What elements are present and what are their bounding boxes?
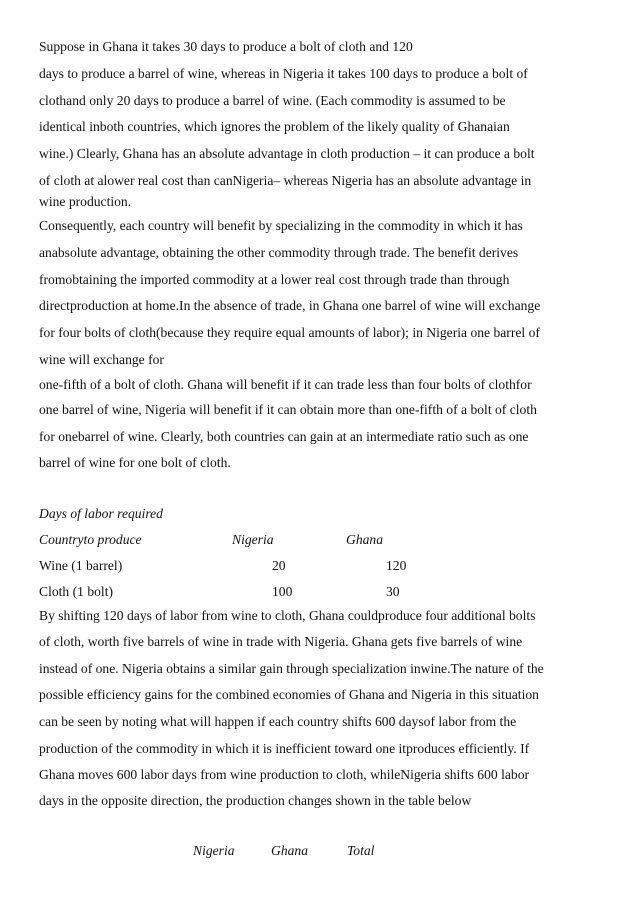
paragraph-line: one barrel of wine, Nigeria will benefit if it can obtain more than one-fifth of a bolt of cloth (39, 402, 537, 417)
table-cell: 100 (272, 584, 293, 599)
table-cell: 120 (386, 558, 407, 573)
table-header-cell: Nigeria (193, 843, 235, 858)
paragraph-line: Consequently, each country will benefit by specializing in the commodity in which it has (39, 218, 523, 233)
paragraph-line: of cloth at alower real cost than canNigeria– whereas Nigeria has an absolute advantage in (39, 173, 532, 188)
table-cell: 20 (272, 558, 286, 573)
paragraph-line: directproduction at home.In the absence of trade, in Ghana one barrel of wine will exchange (39, 298, 541, 313)
paragraph-line: By shifting 120 days of labor from wine to cloth, Ghana couldproduce four additional bolts (39, 608, 536, 623)
table-header-cell: Nigeria (232, 532, 274, 547)
paragraph-line: identical inboth countries, which ignores the problem of the likely quality of Ghanaian (39, 119, 510, 134)
paragraph-line: of cloth, worth five barrels of wine in trade with Nigeria. Ghana gets five barrels of wine (39, 634, 523, 649)
paragraph-line: for onebarrel of wine. Clearly, both countries can gain at an intermediate ratio such as one (39, 429, 529, 444)
table-header-cell: Ghana (346, 532, 384, 547)
paragraph-line: wine.) Clearly, Ghana has an absolute advantage in cloth production – it can produce a bolt (39, 146, 535, 161)
paragraph-line: Ghana moves 600 labor days from wine production to cloth, whileNigeria shifts 600 labor (39, 767, 530, 782)
paragraph-line: barrel of wine for one bolt of cloth. (39, 455, 231, 470)
paragraph-line: fromobtaining the imported commodity at a lower real cost through trade than through (39, 272, 510, 287)
table-header-cell: Ghana (271, 843, 309, 858)
paragraph-line: possible efficiency gains for the combined economies of Ghana and Nigeria in this situation (39, 687, 539, 702)
table-cell: 30 (386, 584, 400, 599)
paragraph-line: Suppose in Ghana it takes 30 days to produce a bolt of cloth and 120 (39, 39, 413, 54)
paragraph-line: anabsolute advantage, obtaining the other commodity through trade. The benefit derives (39, 245, 519, 260)
paragraph-line: days to produce a barrel of wine, whereas in Nigeria it takes 100 days to produce a bolt of (39, 66, 528, 81)
paragraph-line: for four bolts of cloth(because they require equal amounts of labor); in Nigeria one barrel of (39, 325, 540, 340)
paragraph-line: can be seen by noting what will happen if each country shifts 600 daysof labor from the (39, 714, 517, 729)
table-header-cell: Countryto produce (39, 532, 142, 547)
paragraph-line: one-fifth of a bolt of cloth. Ghana will benefit if it can trade less than four bolts of clothfor (39, 377, 532, 392)
paragraph-line: days in the opposite direction, the production changes shown in the table below (39, 793, 472, 808)
paragraph-line: instead of one. Nigeria obtains a similar gain through specialization inwine.The nature of the (39, 661, 544, 676)
paragraph-line: wine production. (39, 194, 132, 209)
paragraph-line: clothand only 20 days to produce a barrel of wine. (Each commodity is assumed to be (39, 93, 506, 108)
table-caption: Days of labor required (39, 506, 163, 521)
table-cell: Wine (1 barrel) (39, 558, 123, 573)
table-header-cell: Total (347, 843, 375, 858)
table-cell: Cloth (1 bolt) (39, 584, 114, 599)
paragraph-line: production of the commodity in which it is inefficient toward one itproduces efficiently. If (39, 741, 530, 756)
paragraph-line: wine will exchange for (39, 352, 164, 367)
